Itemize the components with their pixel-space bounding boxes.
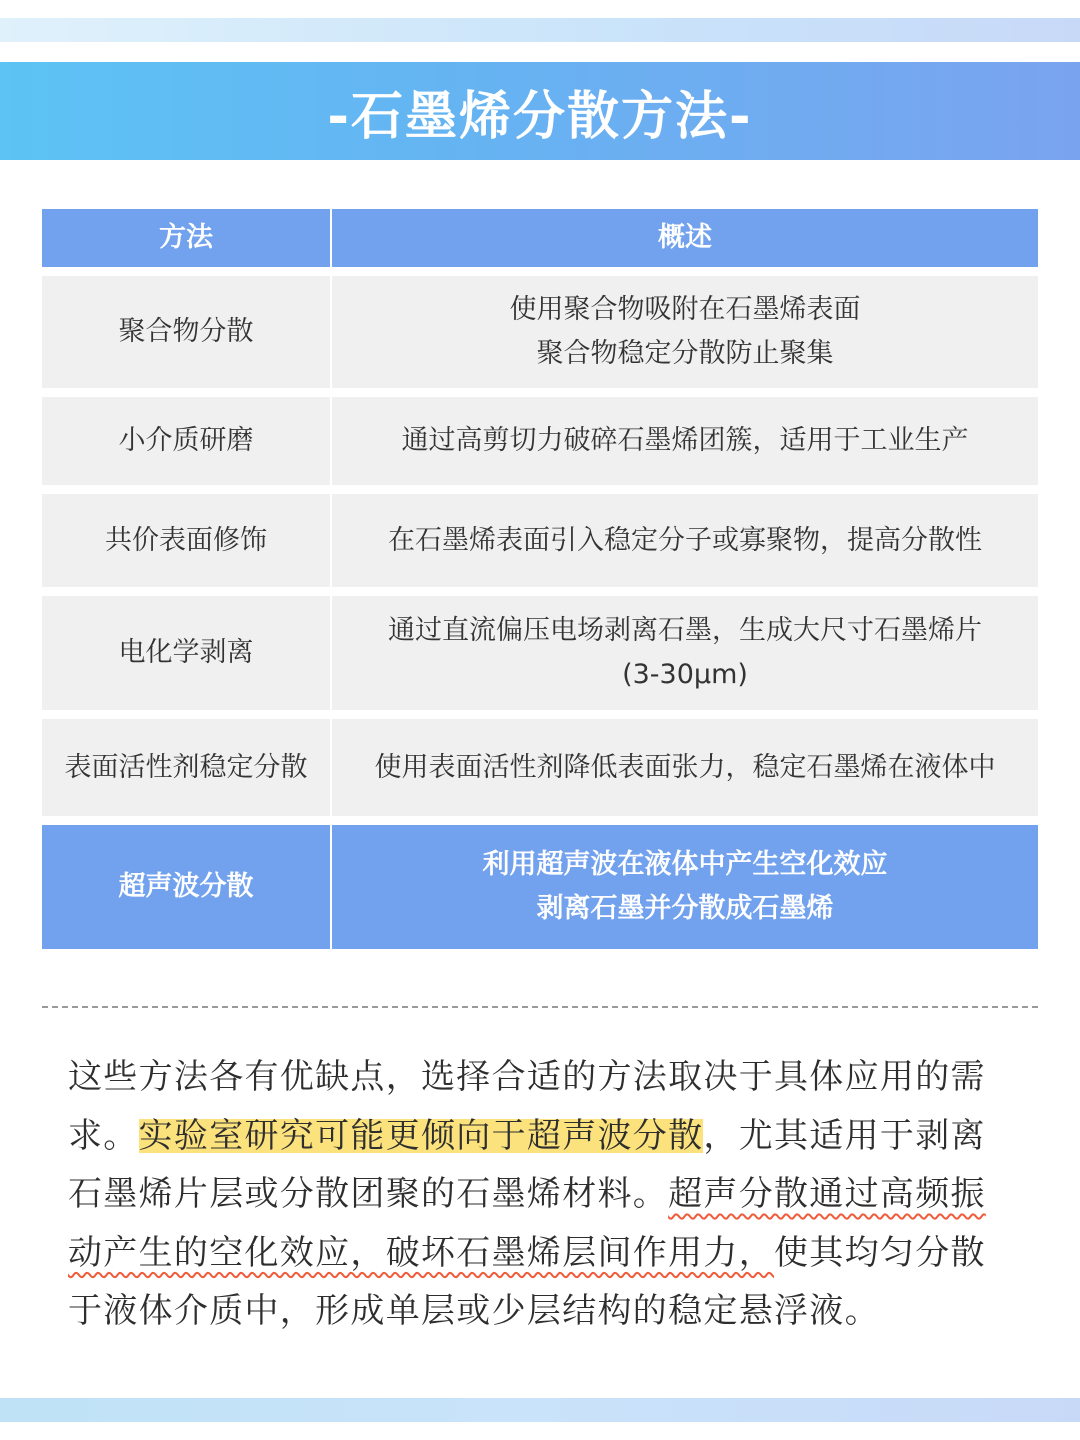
table-header-row [42, 209, 1038, 267]
overview-line: 聚合物稳定分散防止聚集 [536, 338, 834, 369]
overview-line: 在石墨烯表面引入稳定分子或寡聚物，提高分散性 [388, 524, 982, 556]
overview-line: 通过高剪切力破碎石墨烯团簇，适用于工业生产 [401, 425, 969, 456]
header-overview: 概述 [332, 209, 1038, 267]
method-cell: 聚合物分散 [42, 276, 330, 388]
overview-line: 使用表面活性剂降低表面张力，稳定石墨烯在液体中 [374, 751, 996, 783]
overview-line: 使用聚合物吸附在石墨烯表面 [509, 294, 861, 325]
paragraph-text: ，尤其适用于剥离石墨烯片层或分散团聚的石墨烯材料。 [68, 1115, 986, 1214]
dashed-divider [42, 1006, 1038, 1008]
paragraph-text: 使其均匀分散于液体介质中，形成单层或少层结构的稳定悬浮液。 [68, 1232, 986, 1331]
method-cell: 超声波分散 [42, 825, 330, 949]
overview-line: (3-30μm) [622, 659, 748, 690]
table-row [42, 494, 1038, 587]
overview-line: 通过直流偏压电场剥离石墨，生成大尺寸石墨烯片 [388, 615, 982, 646]
table-row [42, 397, 1038, 485]
method-cell: 共价表面修饰 [42, 494, 330, 587]
title-banner [0, 62, 1080, 160]
overview-cell [332, 397, 1038, 485]
header-method: 方法 [42, 209, 330, 267]
summary-paragraph [68, 1048, 1018, 1341]
overview-line: 利用超声波在液体中产生空化效应 [482, 849, 888, 880]
overview-cell [332, 719, 1038, 816]
overview-cell [332, 494, 1038, 587]
overview-cell [332, 276, 1038, 388]
highlighted-text: 实验室研究可能更倾向于超声波分散 [138, 1115, 704, 1156]
table-row [42, 596, 1038, 710]
methods-table [42, 209, 1038, 949]
method-cell: 小介质研磨 [42, 397, 330, 485]
top-decor-strip [0, 18, 1080, 42]
table-row [42, 276, 1038, 388]
page-title: -石墨烯分散方法- [327, 86, 753, 147]
table-row-highlighted [42, 825, 1038, 949]
overview-cell [332, 825, 1038, 949]
paragraph-text: 这些方法各有优缺点，选择合适的方法取决于具体应用的需求。 [68, 1057, 986, 1156]
bottom-decor-strip [0, 1398, 1080, 1422]
overview-line: 剥离石墨并分散成石墨烯 [536, 893, 834, 924]
overview-cell [332, 596, 1038, 710]
method-cell: 电化学剥离 [42, 596, 330, 710]
table-row [42, 719, 1038, 816]
wavy-underlined-text: 超声分散通过高频振动产生的空化效应，破坏石墨烯层间作用力， [68, 1174, 986, 1273]
method-cell: 表面活性剂稳定分散 [42, 719, 330, 816]
